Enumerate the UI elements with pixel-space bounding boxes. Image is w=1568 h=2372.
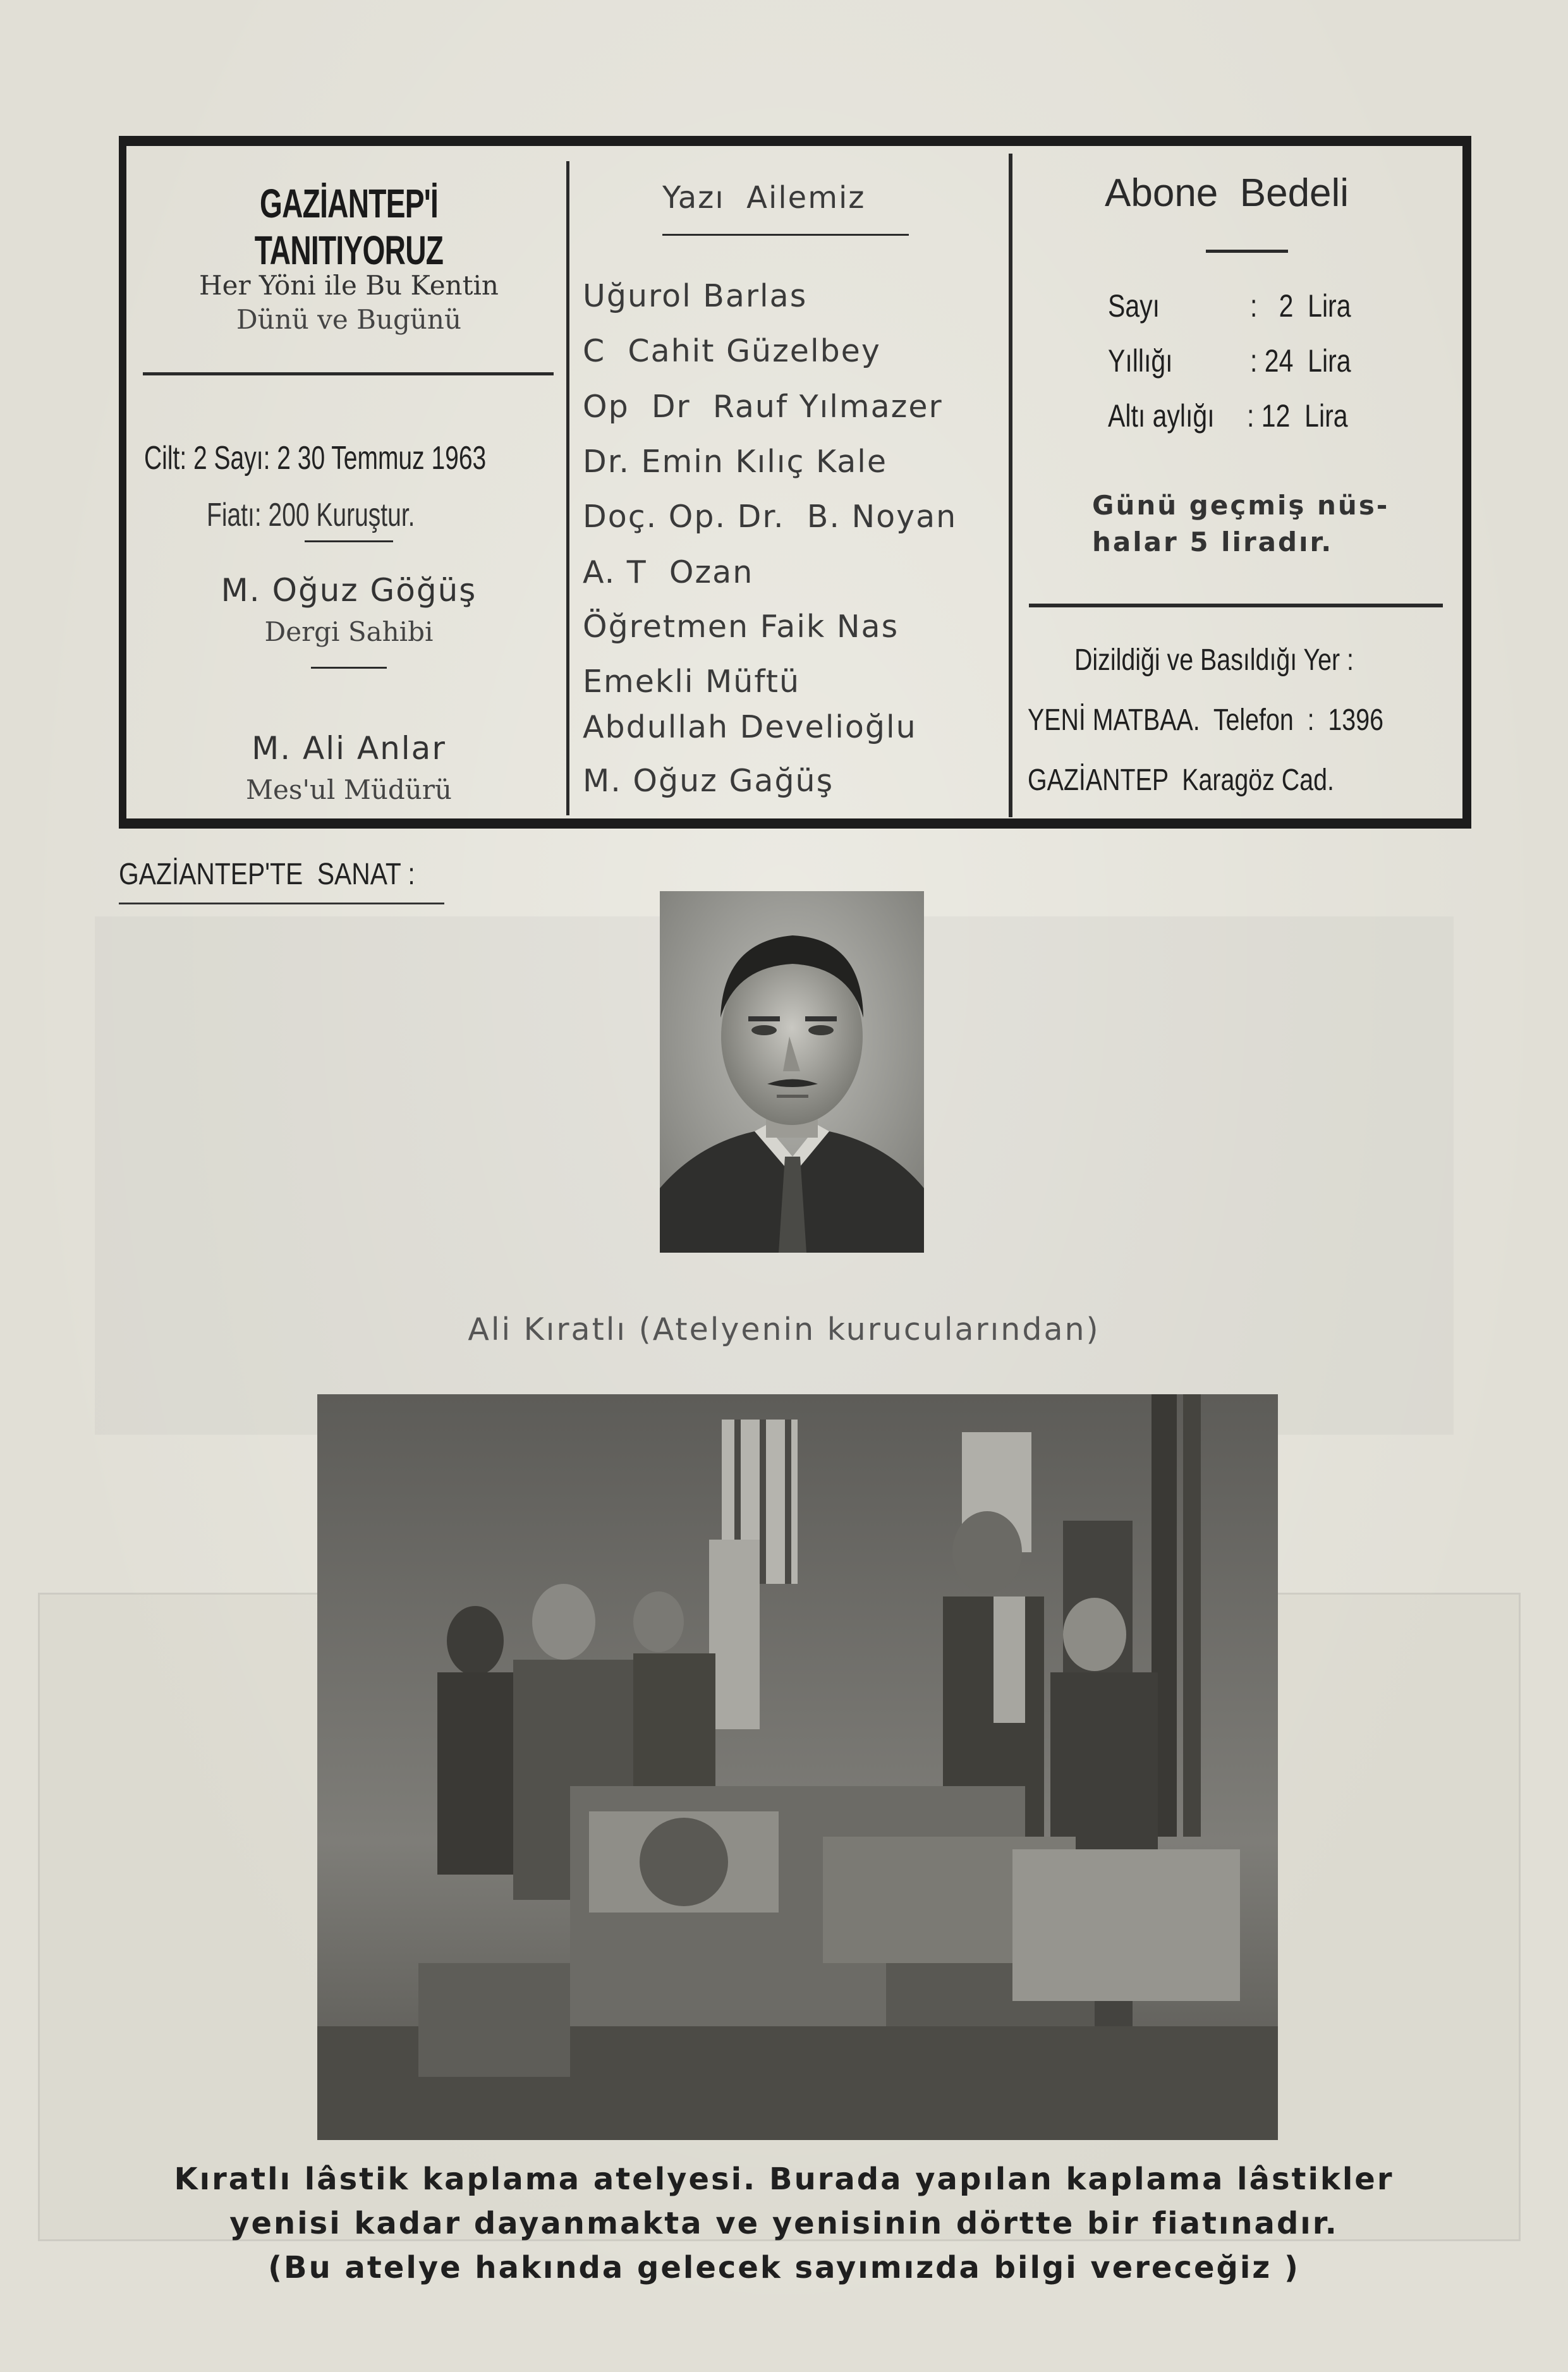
issue-line-wrap: [144, 439, 586, 477]
printer-rule: [1029, 604, 1443, 607]
masthead-right-border: [1462, 136, 1471, 829]
magazine-subtitle-line-2: Dünü ve Bugünü: [236, 304, 462, 335]
magazine-subtitle-line-1: Her Yöni ile Bu Kentin: [199, 270, 499, 301]
price-info: Fiatı: 200 Kuruştur.: [207, 497, 415, 533]
portrait-photo: [660, 891, 924, 1253]
subscription-value-issue: : 2 Lira: [1250, 288, 1351, 324]
owner-name: M. Oğuz Göğüş: [221, 572, 477, 609]
masthead-column-subscription: [1016, 161, 1459, 818]
subtitle-rule: [143, 372, 554, 375]
writers-heading: Yazı Ailemiz: [662, 180, 866, 216]
writer-name: A. T Ozan: [583, 554, 754, 590]
writer-name: Doç. Op. Dr. B. Noyan: [583, 499, 957, 535]
price-rule: [305, 540, 393, 542]
writers-heading-rule: [662, 234, 909, 236]
owner-role: Dergi Sahibi: [264, 616, 434, 647]
writer-name: M. Oğuz Gağüş: [583, 763, 834, 799]
writer-name: Op Dr Rauf Yılmazer: [583, 389, 943, 425]
owner-rule: [311, 667, 387, 669]
back-issue-note-2: halar 5 liradır.: [1092, 526, 1334, 557]
writer-name: Abdullah Develioğlu: [583, 709, 917, 745]
subscription-label-halfyear: Altı aylığı: [1108, 398, 1215, 434]
portrait-caption: Ali Kıratlı (Atelyenin kurucularından): [468, 1311, 1100, 1347]
subscription-label-yearly: Yıllığı: [1108, 343, 1173, 379]
workshop-image: [317, 1394, 1278, 2140]
section-title-underline: [119, 903, 444, 904]
printer-line-3: GAZİANTEP Karagöz Cad.: [1028, 763, 1334, 797]
subscription-value-halfyear: : 12 Lira: [1247, 398, 1348, 434]
masthead-box: [119, 136, 1471, 829]
workshop-photo: [317, 1394, 1278, 2140]
portrait-image: [660, 891, 924, 1253]
manager-role: Mes'ul Müdürü: [246, 774, 452, 805]
price-line-wrap: [207, 496, 484, 534]
column-divider-2: [1009, 154, 1012, 817]
subscription-heading: Abone Bedeli: [1105, 171, 1349, 215]
section-title: GAZİANTEP'TE SANAT :: [119, 858, 415, 891]
subscription-heading-rule: [1206, 250, 1288, 253]
printer-line-2: YENİ MATBAA. Telefon : 1396: [1028, 703, 1383, 737]
writer-name: Dr. Emin Kılıç Kale: [583, 444, 888, 480]
writer-name: C Cahit Güzelbey: [583, 333, 881, 369]
masthead-bottom-rule: [119, 818, 1471, 829]
masthead-top-rule: [119, 136, 1471, 146]
masthead-column-writers: [574, 161, 1007, 818]
issue-info: Cilt: 2 Sayı: 2 30 Temmuz 1963: [144, 440, 487, 477]
back-issue-note-1: Günü geçmiş nüs-: [1092, 490, 1390, 521]
writer-name: Uğurol Barlas: [583, 278, 808, 314]
manager-name: M. Ali Anlar: [252, 730, 446, 767]
subscription-label-issue: Sayı: [1108, 288, 1160, 324]
masthead-left-border: [119, 136, 126, 829]
subscription-value-yearly: : 24 Lira: [1250, 343, 1351, 379]
workshop-caption-line-2: yenisi kadar dayanmakta ve yenisinin dörtte bir fiatınadır.: [229, 2206, 1339, 2241]
workshop-caption-line-3: (Bu atelye hakında gelecek sayımızda bilgi vereceğiz ): [268, 2250, 1300, 2285]
magazine-title: GAZİANTEP'İ TANITIYORUZ: [254, 181, 444, 273]
writer-name: Emekli Müftü: [583, 664, 801, 700]
masthead-column-info: [134, 161, 564, 818]
column-divider-1: [566, 161, 569, 815]
printer-line-1: Dizildiği ve Basıldığı Yer :: [1074, 643, 1354, 677]
workshop-caption-line-1: Kıratlı lâstik kaplama atelyesi. Burada yapılan kaplama lâstikler: [174, 2162, 1394, 2197]
writer-name: Öğretmen Faik Nas: [583, 609, 899, 645]
